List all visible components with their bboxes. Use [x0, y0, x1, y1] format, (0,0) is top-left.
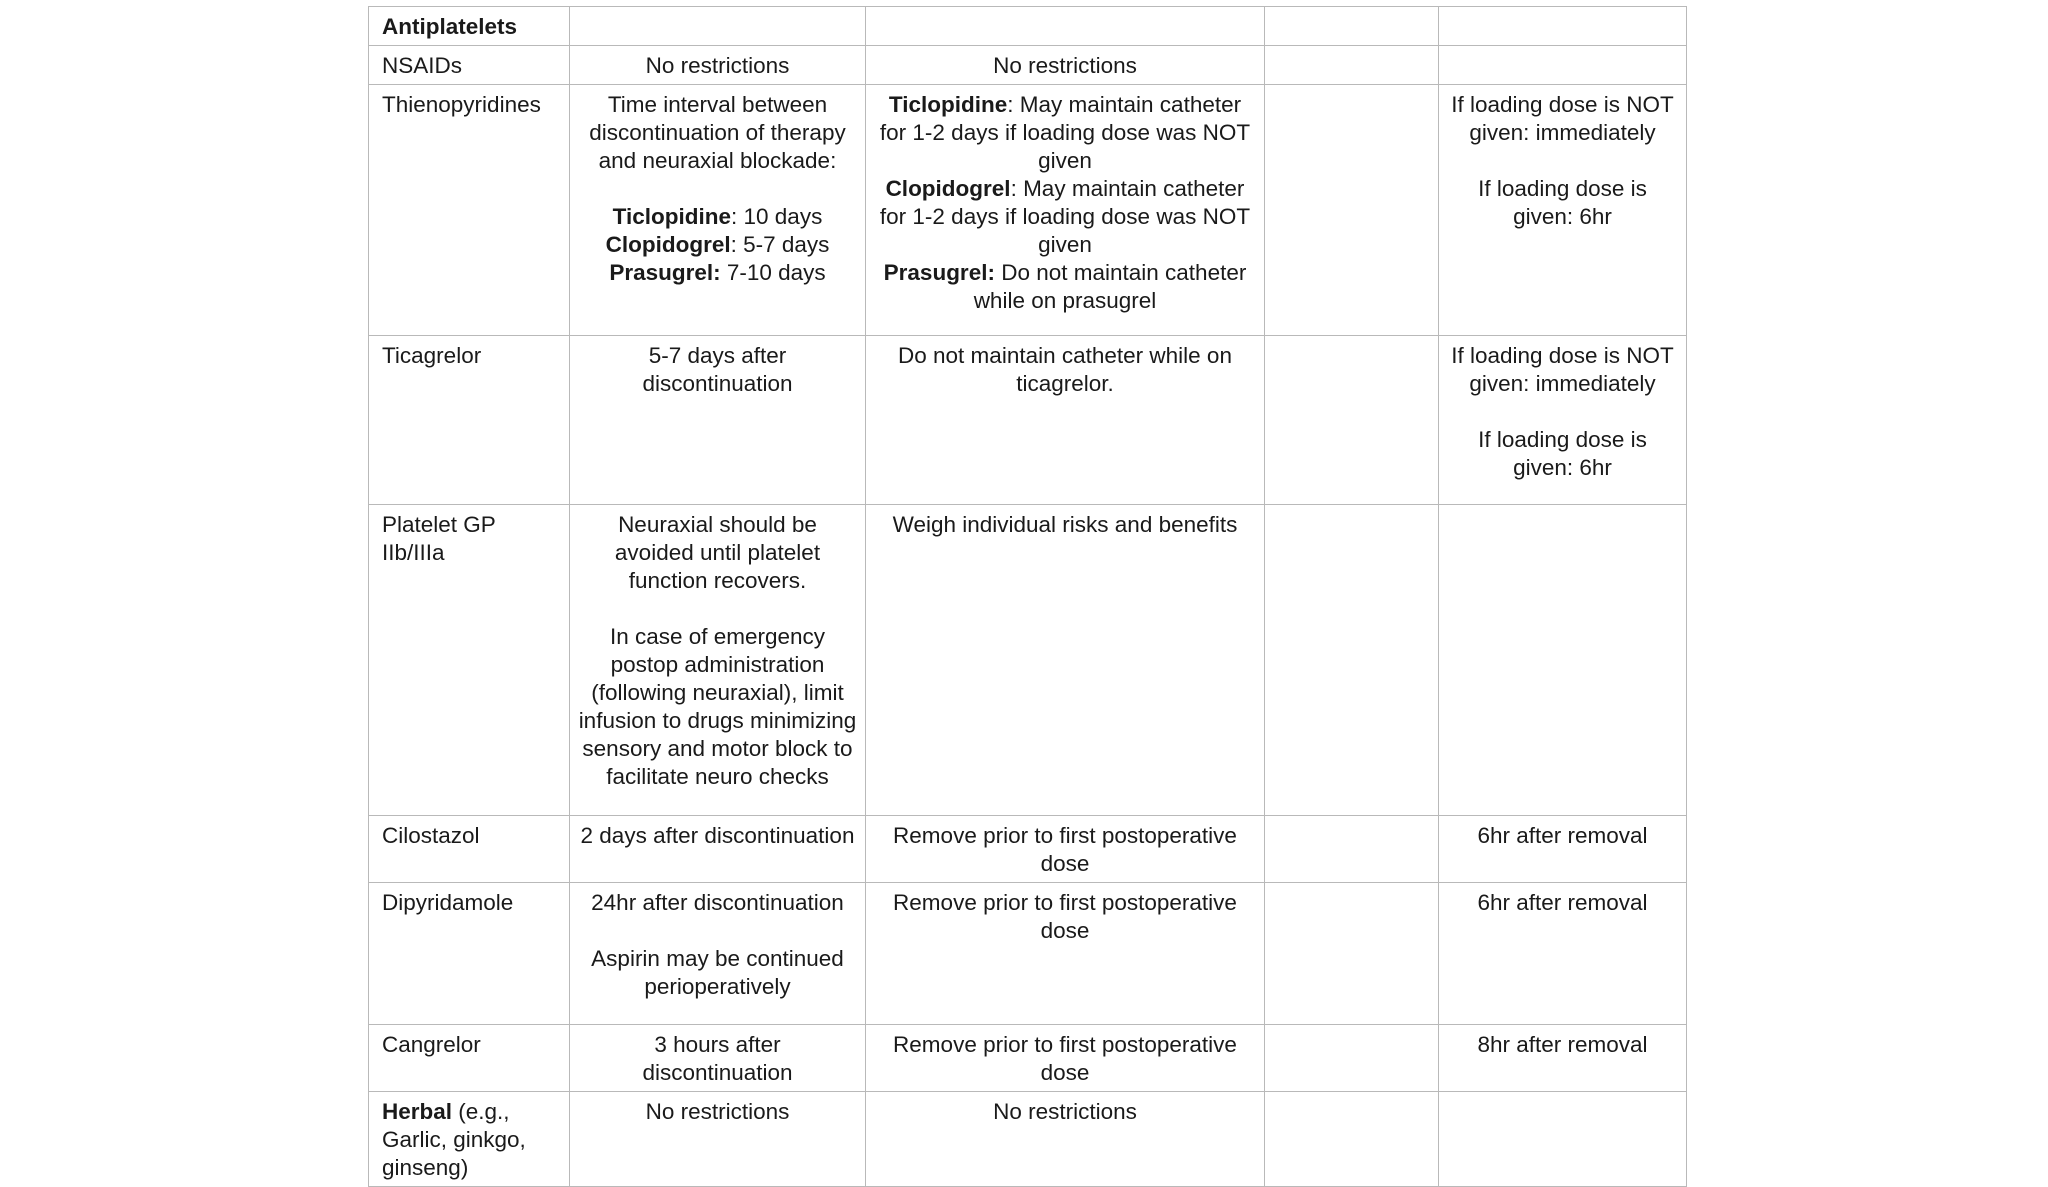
empty-cell [1439, 1092, 1687, 1187]
drug-name: Cangrelor [369, 1025, 570, 1092]
restart-cell [1439, 336, 1687, 505]
drug-name: Cilostazol [369, 816, 570, 883]
ticlopidine-interval: Ticlopidine: 10 days [612, 204, 823, 229]
drug-name: Herbal (e.g., Garlic, ginkgo, ginseng) [369, 1092, 570, 1187]
drug-name: NSAIDs [369, 46, 570, 85]
empty-cell [866, 7, 1265, 46]
catheter-cell: Remove prior to first postoperative dose [866, 1025, 1265, 1092]
section-header-cell [369, 7, 570, 46]
before-block-intro: Time interval between discontinuation of therapy and neuraxial blockade: [589, 92, 846, 173]
drug-name: Platelet GP IIb/IIIa [369, 505, 570, 816]
before-block-cell [570, 883, 866, 1025]
before-block-text: Neuraxial should be avoided until platelet function recovers. [614, 512, 821, 593]
table-row [369, 1092, 1687, 1187]
restart-cell [1439, 85, 1687, 336]
empty-cell [1265, 85, 1439, 336]
empty-cell [1439, 46, 1687, 85]
empty-cell [1265, 1025, 1439, 1092]
before-block-cell: No restrictions [570, 1092, 866, 1187]
empty-cell [1265, 816, 1439, 883]
catheter-cell: Remove prior to first postoperative dose [866, 883, 1265, 1025]
guideline-document [368, 6, 1686, 1187]
restart-loading: If loading dose is given: 6hr [1478, 176, 1647, 229]
before-block-text: 24hr after discontinuation [591, 890, 844, 915]
before-block-cell: No restrictions [570, 46, 866, 85]
catheter-cell: Remove prior to first postoperative dose [866, 816, 1265, 883]
table-row [369, 883, 1687, 1025]
empty-cell [1265, 336, 1439, 505]
table-row [369, 336, 1687, 505]
catheter-cell: Weigh individual risks and benefits [866, 505, 1265, 816]
drug-name: Dipyridamole [369, 883, 570, 1025]
anticoagulation-table [368, 6, 1687, 1187]
table-row [369, 46, 1687, 85]
catheter-cell [866, 85, 1265, 336]
ticlopidine-catheter: Ticlopidine: May maintain catheter for 1-2 days if loading dose was NOT given [879, 92, 1251, 173]
before-block-cell: 5-7 days after discontinuation [570, 336, 866, 505]
prasugrel-interval: Prasugrel: 7-10 days [609, 260, 826, 285]
empty-cell [1265, 46, 1439, 85]
empty-cell [570, 7, 866, 46]
section-header-row [369, 7, 1687, 46]
before-block-cell: 2 days after discontinuation [570, 816, 866, 883]
restart-loading: If loading dose is given: 6hr [1478, 427, 1647, 480]
before-block-note: Aspirin may be continued perioperatively [591, 946, 844, 999]
before-block-cell: 3 hours after discontinuation [570, 1025, 866, 1092]
empty-cell [1439, 505, 1687, 816]
restart-cell: 6hr after removal [1439, 883, 1687, 1025]
restart-cell: 8hr after removal [1439, 1025, 1687, 1092]
clopidogrel-catheter: Clopidogrel: May maintain catheter for 1-2 days if loading dose was NOT given [879, 176, 1251, 257]
section-header: Antiplatelets [382, 14, 518, 39]
catheter-cell: Do not maintain catheter while on ticagrelor. [866, 336, 1265, 505]
drug-name: Thienopyridines [369, 85, 570, 336]
empty-cell [1265, 883, 1439, 1025]
restart-no-loading: If loading dose is NOT given: immediately [1451, 92, 1674, 145]
catheter-cell: No restrictions [866, 46, 1265, 85]
before-block-note: In case of emergency postop administration (following neuraxial), limit infusion to drugs minimizing sensory and motor block to facilitate neuro checks [578, 624, 857, 789]
empty-cell [1265, 7, 1439, 46]
empty-cell [1265, 505, 1439, 816]
catheter-cell: No restrictions [866, 1092, 1265, 1187]
empty-cell [1265, 1092, 1439, 1187]
prasugrel-catheter: Prasugrel: Do not maintain catheter while on prasugrel [883, 260, 1247, 313]
before-block-cell [570, 505, 866, 816]
before-block-cell [570, 85, 866, 336]
drug-name: Ticagrelor [369, 336, 570, 505]
restart-no-loading: If loading dose is NOT given: immediately [1451, 343, 1674, 396]
table-row [369, 85, 1687, 336]
empty-cell [1439, 7, 1687, 46]
table-row [369, 1025, 1687, 1092]
restart-cell: 6hr after removal [1439, 816, 1687, 883]
clopidogrel-interval: Clopidogrel: 5-7 days [605, 232, 830, 257]
table-row [369, 816, 1687, 883]
table-row [369, 505, 1687, 816]
